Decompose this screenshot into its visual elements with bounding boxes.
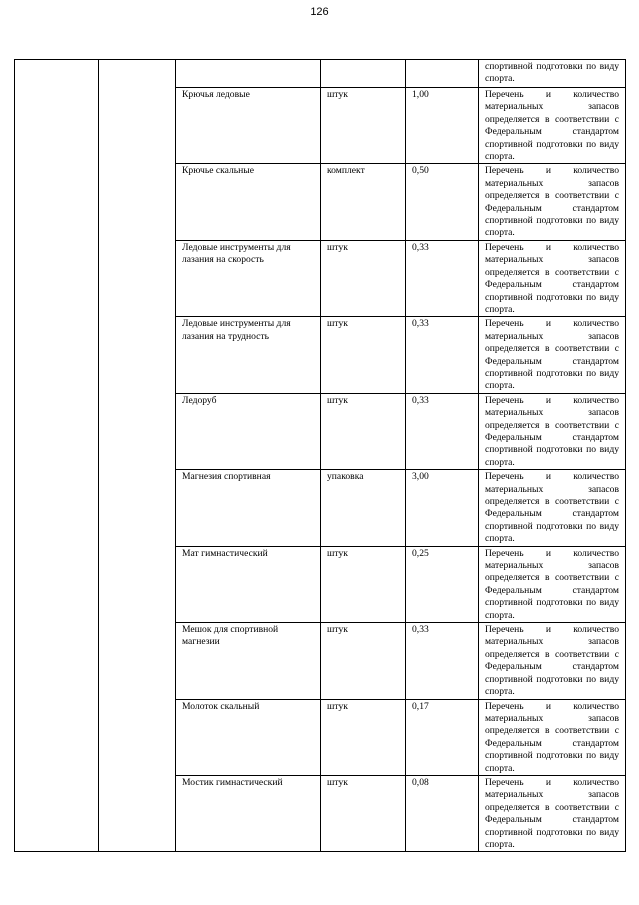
note-cell: Перечень и количество материальных запасов определяется в соответствии с Федеральным стандартом спортивной подготовки по виду спорта.: [479, 546, 626, 622]
name-cell: Ледовые инструменты для лазания на трудность: [176, 317, 321, 393]
qty-cell: 0,33: [406, 393, 479, 469]
qty-cell: 0,33: [406, 317, 479, 393]
name-cell: Ледоруб: [176, 393, 321, 469]
note-cell: Перечень и количество материальных запасов определяется в соответствии с Федеральным стандартом спортивной подготовки по виду спорта.: [479, 699, 626, 775]
note-cell: Перечень и количество материальных запасов определяется в соответствии с Федеральным стандартом спортивной подготовки по виду спорта.: [479, 393, 626, 469]
unit-cell: штук: [321, 775, 406, 851]
merged-cell-col1: [15, 60, 99, 852]
merged-cell-col2: [99, 60, 176, 852]
page-number: 126: [310, 6, 329, 18]
equipment-table: [14, 59, 626, 852]
unit-cell: штук: [321, 240, 406, 316]
name-cell: Молоток скальный: [176, 699, 321, 775]
note-cell: Перечень и количество материальных запасов определяется в соответствии с Федеральным стандартом спортивной подготовки по виду спорта.: [479, 775, 626, 851]
unit-cell: упаковка: [321, 470, 406, 546]
name-cell: Мат гимнастический: [176, 546, 321, 622]
name-cell: Ледовые инструменты для лазания на скорость: [176, 240, 321, 316]
name-cell: Магнезия спортивная: [176, 470, 321, 546]
qty-cell: 0,17: [406, 699, 479, 775]
note-cell: Перечень и количество материальных запасов определяется в соответствии с Федеральным стандартом спортивной подготовки по виду спорта.: [479, 623, 626, 699]
unit-cell: штук: [321, 317, 406, 393]
qty-cell: [406, 60, 479, 88]
note-cell: спортивной подготовки по виду спорта.: [479, 60, 626, 88]
qty-cell: 0,33: [406, 623, 479, 699]
note-cell: Перечень и количество материальных запасов определяется в соответствии с Федеральным стандартом спортивной подготовки по виду спорта.: [479, 317, 626, 393]
unit-cell: штук: [321, 699, 406, 775]
qty-cell: 3,00: [406, 470, 479, 546]
note-cell: Перечень и количество материальных запасов определяется в соответствии с Федеральным стандартом спортивной подготовки по виду спорта.: [479, 240, 626, 316]
qty-cell: 0,25: [406, 546, 479, 622]
note-cell: Перечень и количество материальных запасов определяется в соответствии с Федеральным стандартом спортивной подготовки по виду спорта.: [479, 88, 626, 164]
unit-cell: штук: [321, 546, 406, 622]
note-cell: Перечень и количество материальных запасов определяется в соответствии с Федеральным стандартом спортивной подготовки по виду спорта.: [479, 470, 626, 546]
note-cell: Перечень и количество материальных запасов определяется в соответствии с Федеральным стандартом спортивной подготовки по виду спорта.: [479, 164, 626, 240]
table-row-continuation: [15, 60, 626, 88]
qty-cell: 0,50: [406, 164, 479, 240]
name-cell: Крючье скальные: [176, 164, 321, 240]
unit-cell: штук: [321, 393, 406, 469]
unit-cell: штук: [321, 88, 406, 164]
unit-cell: [321, 60, 406, 88]
qty-cell: 0,08: [406, 775, 479, 851]
unit-cell: комплект: [321, 164, 406, 240]
qty-cell: 0,33: [406, 240, 479, 316]
name-cell: Крючья ледовые: [176, 88, 321, 164]
name-cell: Мостик гимнастический: [176, 775, 321, 851]
name-cell: Мешок для спортивной магнезии: [176, 623, 321, 699]
qty-cell: 1,00: [406, 88, 479, 164]
name-cell: [176, 60, 321, 88]
unit-cell: штук: [321, 623, 406, 699]
